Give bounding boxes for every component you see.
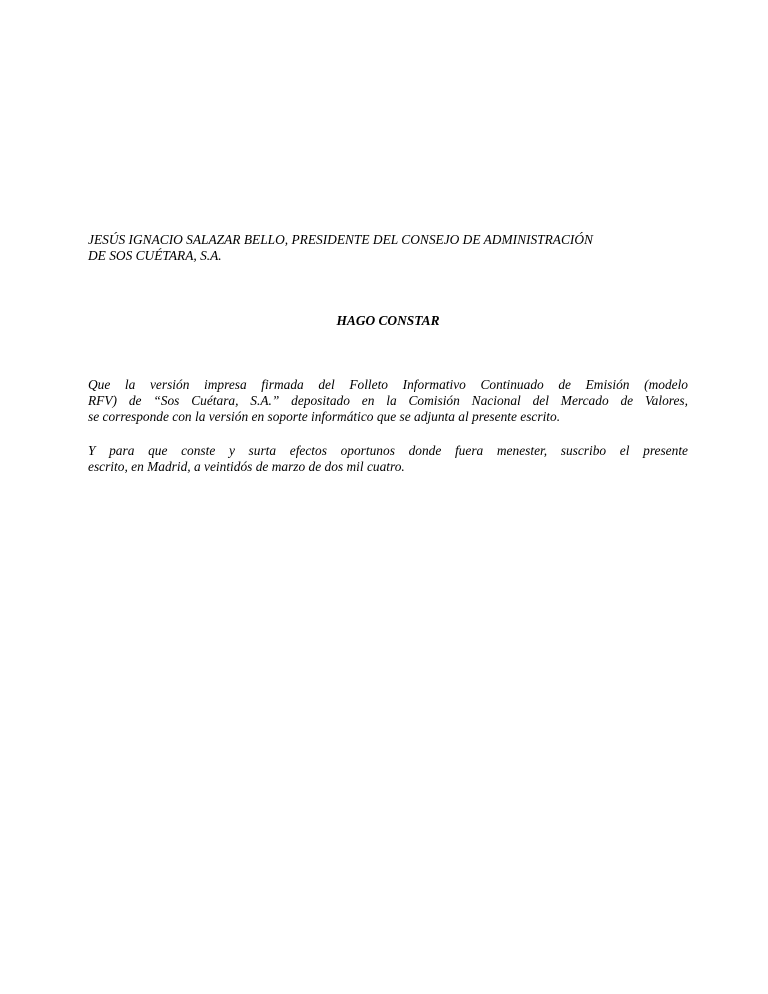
paragraph-line: Que la versión impresa firmada del Folleto Informativo Continuado de Emisión (modelo [88,377,688,392]
paragraph-line: Y para que conste y surta efectos oportunos donde fuera menester, suscribo el presente [88,443,688,458]
paragraph-line: escrito, en Madrid, a veintidós de marzo de dos mil cuatro. [88,459,405,474]
document-title: HAGO CONSTAR [336,313,440,328]
closing-paragraph [88,443,688,475]
certification-paragraph [88,377,688,425]
header-line: DE SOS CUÉTARA, S.A. [88,248,222,263]
header-line: JESÚS IGNACIO SALAZAR BELLO, PRESIDENTE DEL CONSEJO DE ADMINISTRACIÓN [88,232,593,247]
paragraph-line: se corresponde con la versión en soporte informático que se adjunta al presente escrito. [88,409,561,424]
document-header [88,232,688,264]
paragraph-line: RFV) de “Sos Cuétara, S.A.” depositado en la Comisión Nacional del Mercado de Valores, [88,393,688,408]
